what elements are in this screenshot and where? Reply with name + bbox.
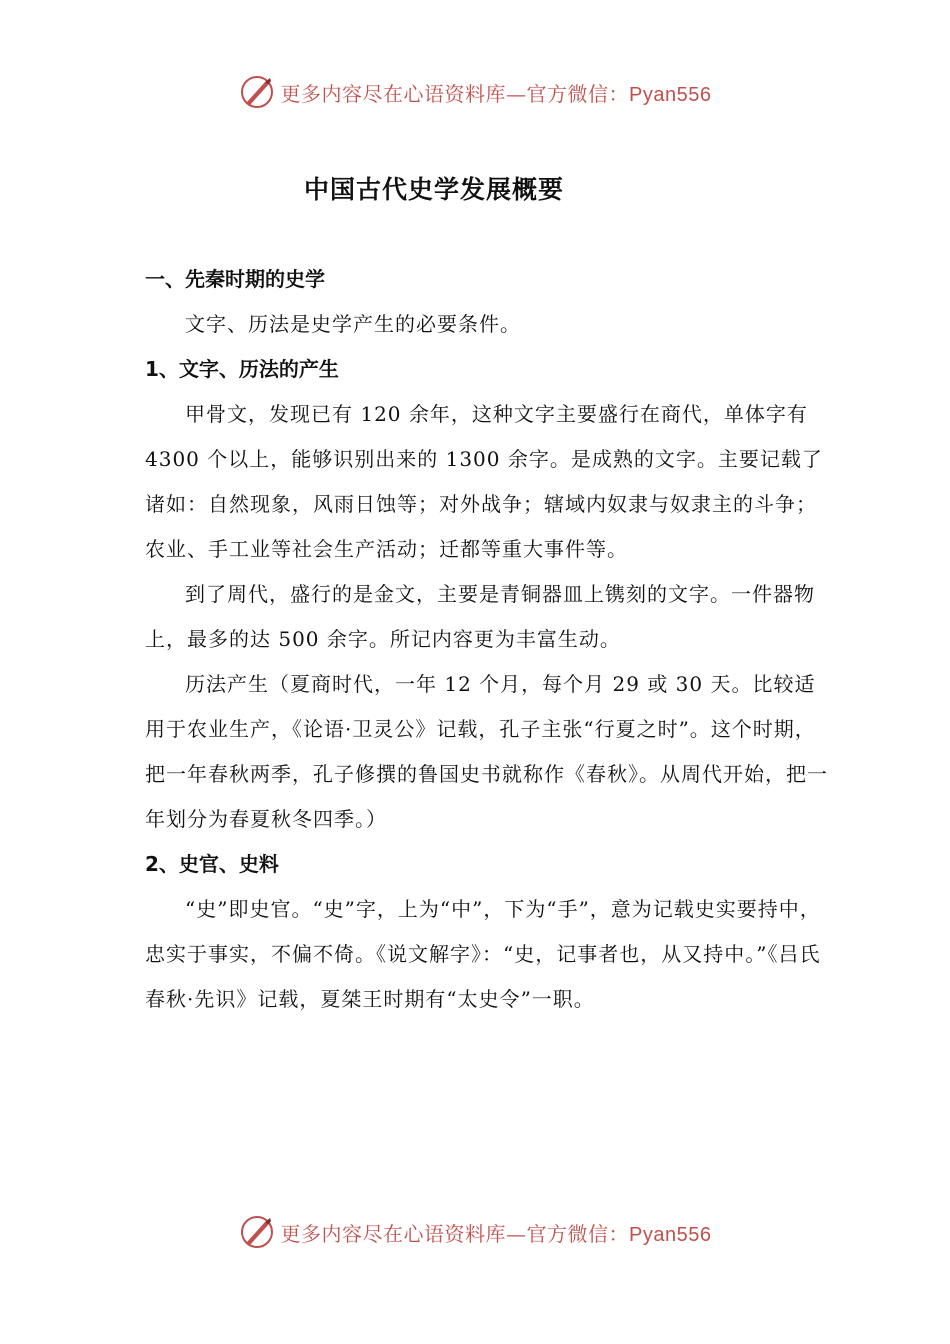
paragraph: 历法产生（夏商时代，一年 12 个月，每个月 29 或 30 天。比较适用于农业生产，《论语·卫灵公》记载，孔子主张“行夏之时”。这个时期，把一年春秋两季，孔子修撰的鲁国史书就称作《春秋》。从周代开始，把一年划分为春夏秋冬四季。） (145, 672, 828, 831)
subsection-heading: 1、文字、历法的产生 (145, 357, 339, 381)
paragraph: 甲骨文，发现已有 120 余年，这种文字主要盛行在商代，单体字有 4300 个以上，能够识别出来的 1300 余字。是成熟的文字。主要记载了诸如：自然现象，风雨日蚀等；对外战争；辖域内奴隶与奴隶主的斗争；农业、手工业等社会生产活动；迁都等重大事件等。 (145, 402, 823, 561)
subsection-heading: 2、史官、史料 (145, 852, 279, 876)
document-body (145, 257, 830, 1022)
paragraph: “史”即史官。“史”字，上为“中”，下为“手”，意为记载史实要持中，忠实于事实，不偏不倚。《说文解字》：“史，记事者也，从又持中。”《吕氏春秋·先识》记载，夏桀王时期有“太史令”一职。 (145, 897, 821, 1011)
banner-text: 更多内容尽在心语资料库—官方微信：Pyan556 (280, 1221, 712, 1246)
section-heading: 一、先秦时期的史学 (145, 267, 325, 291)
document-title: 中国古代史学发展概要 (303, 175, 564, 204)
paragraph: 文字、历法是史学产生的必要条件。 (185, 312, 521, 336)
footer-banner (0, 1210, 950, 1254)
quill-pen-logo-icon (239, 1214, 275, 1250)
header-banner (0, 70, 950, 114)
banner-text: 更多内容尽在心语资料库—官方微信：Pyan556 (280, 81, 712, 106)
paragraph: 到了周代，盛行的是金文，主要是青铜器皿上镌刻的文字。一件器物上，最多的达 500 余字。所记内容更为丰富生动。 (145, 582, 815, 651)
quill-pen-logo-icon (239, 74, 275, 110)
